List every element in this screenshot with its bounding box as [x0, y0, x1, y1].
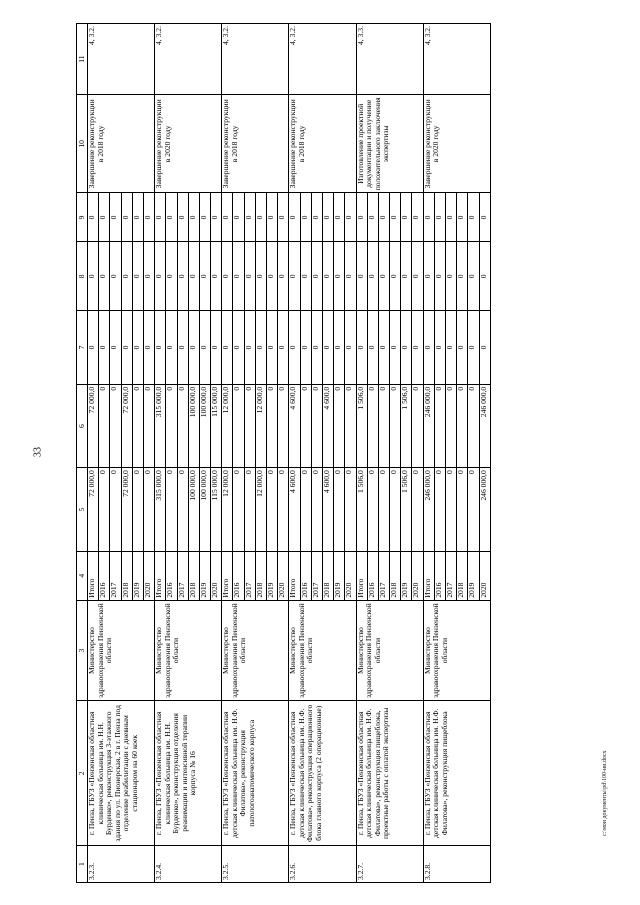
item-executor: Министерство здравоохранения Пензенской области — [88, 600, 155, 701]
amount-col9-cell: 0 — [278, 193, 289, 242]
amount-col8-cell: 0 — [267, 242, 278, 311]
period-cell: 2018 — [188, 551, 199, 600]
period-cell: 2019 — [334, 551, 345, 600]
amount-col9-cell: 0 — [457, 193, 468, 242]
amount-col8-cell: 0 — [88, 242, 99, 311]
amount-regional-cell: 0 — [334, 384, 345, 467]
amount-total-cell: 100 000,0 — [199, 468, 210, 551]
table-row — [423, 24, 434, 883]
period-cell: 2020 — [278, 551, 289, 600]
amount-total-cell: 0 — [278, 468, 289, 551]
amount-col7-cell: 0 — [423, 311, 434, 385]
indicator-ref: 4, 3.2. — [222, 24, 289, 95]
item-executor: Министерство здравоохранения Пензенской области — [289, 600, 356, 701]
column-number-header: 4 — [77, 551, 88, 600]
amount-col7-cell: 0 — [311, 311, 322, 385]
table-row — [155, 24, 166, 883]
amount-total-cell: 0 — [378, 468, 389, 551]
table-row — [88, 24, 99, 883]
period-cell: Итого — [155, 551, 166, 600]
amount-col7-cell: 0 — [412, 311, 423, 385]
rotated-table-sheet — [76, 23, 596, 883]
period-cell: 2020 — [143, 551, 154, 600]
amount-regional-cell: 1 506,0 — [356, 384, 367, 467]
amount-regional-cell: 315 000,0 — [155, 384, 166, 467]
amount-col8-cell: 0 — [99, 242, 110, 311]
amount-col8-cell: 0 — [132, 242, 143, 311]
item-name: г. Пенза, ГБУЗ «Пензенская областная клиническая больница им. Н.Н. Бурденко», реконструкция 3-этажного здания по ул. Пионерская, 2 в г. Пенза под отделение реабилитации с дневным стационаром на 60 коек — [88, 701, 155, 846]
amount-col9-cell: 0 — [255, 193, 266, 242]
amount-regional-cell: 0 — [311, 384, 322, 467]
amount-col9-cell: 0 — [222, 193, 233, 242]
amount-col9-cell: 0 — [143, 193, 154, 242]
amount-total-cell: 0 — [311, 468, 322, 551]
amount-col9-cell: 0 — [401, 193, 412, 242]
amount-col8-cell: 0 — [412, 242, 423, 311]
amount-col8-cell: 0 — [211, 242, 222, 311]
amount-col8-cell: 0 — [222, 242, 233, 311]
amount-regional-cell: 100 000,0 — [188, 384, 199, 467]
amount-col7-cell: 0 — [446, 311, 457, 385]
amount-col9-cell: 0 — [479, 193, 490, 242]
amount-col9-cell: 0 — [110, 193, 121, 242]
amount-col8-cell: 0 — [311, 242, 322, 311]
amount-total-cell: 4 600,0 — [289, 468, 300, 551]
expected-result: Изготовление проектной документации и получение положительного заключения экспертизы — [356, 95, 423, 193]
amount-col7-cell: 0 — [155, 311, 166, 385]
amount-col7-cell: 0 — [211, 311, 222, 385]
amount-total-cell: 72 000,0 — [121, 468, 132, 551]
amount-col9-cell: 0 — [244, 193, 255, 242]
amount-col9-cell: 0 — [434, 193, 445, 242]
column-number-header: 1 — [77, 846, 88, 883]
amount-regional-cell: 246 000,0 — [479, 384, 490, 467]
item-executor: Министерство здравоохранения Пензенской области — [423, 600, 490, 701]
amount-regional-cell: 4 600,0 — [322, 384, 333, 467]
amount-col8-cell: 0 — [390, 242, 401, 311]
amount-col9-cell: 0 — [166, 193, 177, 242]
amount-regional-cell: 0 — [378, 384, 389, 467]
amount-col9-cell: 0 — [367, 193, 378, 242]
amount-total-cell: 0 — [434, 468, 445, 551]
amount-col8-cell: 0 — [155, 242, 166, 311]
amount-col9-cell: 0 — [177, 193, 188, 242]
period-cell: 2017 — [378, 551, 389, 600]
program-table — [76, 23, 491, 883]
amount-col7-cell: 0 — [345, 311, 356, 385]
amount-col9-cell: 0 — [88, 193, 99, 242]
amount-total-cell: 0 — [267, 468, 278, 551]
amount-col8-cell: 0 — [166, 242, 177, 311]
amount-col7-cell: 0 — [401, 311, 412, 385]
column-number-header: 10 — [77, 95, 88, 193]
amount-regional-cell: 0 — [233, 384, 244, 467]
amount-col9-cell: 0 — [289, 193, 300, 242]
amount-col8-cell: 0 — [121, 242, 132, 311]
amount-regional-cell: 246 000,0 — [423, 384, 434, 467]
period-cell: 2016 — [233, 551, 244, 600]
amount-col9-cell: 0 — [423, 193, 434, 242]
amount-regional-cell: 0 — [110, 384, 121, 467]
amount-col9-cell: 0 — [446, 193, 457, 242]
item-code: 3.2.8. — [423, 846, 490, 883]
amount-regional-cell: 0 — [390, 384, 401, 467]
amount-regional-cell: 0 — [99, 384, 110, 467]
amount-regional-cell: 0 — [468, 384, 479, 467]
table-row — [289, 24, 300, 883]
amount-col8-cell: 0 — [255, 242, 266, 311]
expected-result: Завершение реконструкции в 2018 году — [289, 95, 356, 193]
amount-total-cell: 4 600,0 — [322, 468, 333, 551]
period-cell: 2016 — [166, 551, 177, 600]
amount-col9-cell: 0 — [322, 193, 333, 242]
amount-regional-cell: 1 506,0 — [401, 384, 412, 467]
amount-total-cell: 315 000,0 — [155, 468, 166, 551]
amount-col9-cell: 0 — [267, 193, 278, 242]
amount-col7-cell: 0 — [121, 311, 132, 385]
amount-col8-cell: 0 — [446, 242, 457, 311]
amount-col8-cell: 0 — [457, 242, 468, 311]
amount-total-cell: 0 — [367, 468, 378, 551]
amount-col7-cell: 0 — [244, 311, 255, 385]
period-cell: 2018 — [457, 551, 468, 600]
indicator-ref: 4, 3.2. — [155, 24, 222, 95]
amount-regional-cell: 0 — [278, 384, 289, 467]
amount-col8-cell: 0 — [378, 242, 389, 311]
amount-col8-cell: 0 — [479, 242, 490, 311]
amount-col8-cell: 0 — [334, 242, 345, 311]
period-cell: 2017 — [177, 551, 188, 600]
item-code: 3.2.4. — [155, 846, 222, 883]
amount-col8-cell: 0 — [434, 242, 445, 311]
period-cell: 2018 — [255, 551, 266, 600]
table-row — [222, 24, 233, 883]
amount-regional-cell: 0 — [434, 384, 445, 467]
item-name: г. Пенза, ГБУЗ «Пензенская областная детская клиническая больница им. Н.Ф. Филатова», реконструкция патологоанатомического корпуса — [222, 701, 289, 846]
amount-regional-cell: 72 000,0 — [121, 384, 132, 467]
amount-total-cell: 1 506,0 — [356, 468, 367, 551]
amount-col7-cell: 0 — [278, 311, 289, 385]
amount-col8-cell: 0 — [244, 242, 255, 311]
period-cell: 2017 — [110, 551, 121, 600]
expected-result: Завершение реконструкции в 2018 году — [88, 95, 155, 193]
amount-col8-cell: 0 — [278, 242, 289, 311]
amount-col9-cell: 0 — [468, 193, 479, 242]
amount-total-cell: 0 — [446, 468, 457, 551]
amount-col9-cell: 0 — [412, 193, 423, 242]
amount-col7-cell: 0 — [188, 311, 199, 385]
amount-total-cell: 0 — [345, 468, 356, 551]
period-cell: 2019 — [132, 551, 143, 600]
item-executor: Министерство здравоохранения Пензенской области — [356, 600, 423, 701]
amount-col7-cell: 0 — [110, 311, 121, 385]
amount-regional-cell: 0 — [132, 384, 143, 467]
amount-col8-cell: 0 — [367, 242, 378, 311]
amount-regional-cell: 0 — [244, 384, 255, 467]
amount-col7-cell: 0 — [378, 311, 389, 385]
amount-regional-cell: 0 — [177, 384, 188, 467]
amount-col8-cell: 0 — [233, 242, 244, 311]
amount-regional-cell: 12 000,0 — [222, 384, 233, 467]
amount-col9-cell: 0 — [356, 193, 367, 242]
amount-col9-cell: 0 — [345, 193, 356, 242]
amount-col7-cell: 0 — [99, 311, 110, 385]
amount-col9-cell: 0 — [211, 193, 222, 242]
amount-total-cell: 100 000,0 — [188, 468, 199, 551]
period-cell: 2018 — [390, 551, 401, 600]
amount-col7-cell: 0 — [199, 311, 210, 385]
amount-col9-cell: 0 — [300, 193, 311, 242]
amount-regional-cell: 0 — [457, 384, 468, 467]
amount-col8-cell: 0 — [289, 242, 300, 311]
amount-col8-cell: 0 — [199, 242, 210, 311]
table-body — [88, 24, 491, 883]
amount-total-cell: 0 — [143, 468, 154, 551]
amount-regional-cell: 115 000,0 — [211, 384, 222, 467]
amount-col8-cell: 0 — [468, 242, 479, 311]
item-name: г. Пенза, ГБУЗ «Пензенская областная детская клиническая больница им. Н.Ф. Филатова», реконструкция операционного блока главного корпуса (2 операционные) — [289, 701, 356, 846]
amount-col7-cell: 0 — [132, 311, 143, 385]
amount-total-cell: 246 000,0 — [423, 468, 434, 551]
column-number-header: 9 — [77, 193, 88, 242]
period-cell: Итого — [289, 551, 300, 600]
amount-col7-cell: 0 — [143, 311, 154, 385]
amount-col9-cell: 0 — [188, 193, 199, 242]
amount-total-cell: 115 000,0 — [211, 468, 222, 551]
amount-total-cell: 246 000,0 — [479, 468, 490, 551]
amount-col7-cell: 0 — [468, 311, 479, 385]
amount-col7-cell: 0 — [177, 311, 188, 385]
period-cell: 2020 — [211, 551, 222, 600]
period-cell: 2019 — [468, 551, 479, 600]
amount-col7-cell: 0 — [222, 311, 233, 385]
amount-regional-cell: 0 — [267, 384, 278, 467]
amount-total-cell: 0 — [468, 468, 479, 551]
amount-regional-cell: 0 — [446, 384, 457, 467]
amount-col7-cell: 0 — [367, 311, 378, 385]
item-code: 3.2.3. — [88, 846, 155, 883]
amount-col7-cell: 0 — [166, 311, 177, 385]
period-cell: 2016 — [367, 551, 378, 600]
amount-col8-cell: 0 — [110, 242, 121, 311]
amount-total-cell: 12 000,0 — [255, 468, 266, 551]
column-number-header: 5 — [77, 468, 88, 551]
amount-total-cell: 0 — [132, 468, 143, 551]
amount-col9-cell: 0 — [390, 193, 401, 242]
file-path-footer: c:\мои документы\pd\100-ии.docx — [602, 750, 608, 836]
table-row — [356, 24, 367, 883]
period-cell: 2017 — [244, 551, 255, 600]
amount-col9-cell: 0 — [121, 193, 132, 242]
item-code: 3.2.7. — [356, 846, 423, 883]
period-cell: Итого — [88, 551, 99, 600]
amount-col9-cell: 0 — [334, 193, 345, 242]
amount-total-cell: 0 — [233, 468, 244, 551]
amount-col9-cell: 0 — [132, 193, 143, 242]
amount-col7-cell: 0 — [434, 311, 445, 385]
amount-regional-cell: 0 — [412, 384, 423, 467]
period-cell: 2017 — [446, 551, 457, 600]
amount-col9-cell: 0 — [378, 193, 389, 242]
period-cell: 2016 — [300, 551, 311, 600]
item-code: 3.2.5. — [222, 846, 289, 883]
amount-col8-cell: 0 — [143, 242, 154, 311]
amount-col7-cell: 0 — [457, 311, 468, 385]
item-name: г. Пенза, ГБУЗ «Пензенская областная клиническая больница им. Н.Н. Бурденко», реконструкция отделения реанимации и интенсивной терапии корпуса № 16 — [155, 701, 222, 846]
period-cell: 2016 — [99, 551, 110, 600]
period-cell: 2017 — [311, 551, 322, 600]
amount-total-cell: 0 — [390, 468, 401, 551]
amount-col9-cell: 0 — [233, 193, 244, 242]
amount-col8-cell: 0 — [300, 242, 311, 311]
item-code: 3.2.6. — [289, 846, 356, 883]
column-number-header: 7 — [77, 311, 88, 385]
column-number-row — [77, 24, 88, 883]
item-name: г. Пенза, ГБУЗ «Пензенская областная детская клиническая больница им. Н.Ф. Филатова», реконструкция пищеблока — [423, 701, 490, 846]
amount-col8-cell: 0 — [345, 242, 356, 311]
expected-result: Завершение реконструкции в 2018 году — [222, 95, 289, 193]
amount-regional-cell: 12 000,0 — [255, 384, 266, 467]
indicator-ref: 4, 3.2. — [289, 24, 356, 95]
amount-regional-cell: 0 — [143, 384, 154, 467]
item-executor: Министерство здравоохранения Пензенской области — [222, 600, 289, 701]
amount-col9-cell: 0 — [155, 193, 166, 242]
column-number-header: 2 — [77, 701, 88, 846]
amount-total-cell: 72 000,0 — [88, 468, 99, 551]
period-cell: 2020 — [345, 551, 356, 600]
amount-regional-cell: 4 600,0 — [289, 384, 300, 467]
amount-total-cell: 0 — [166, 468, 177, 551]
period-cell: 2019 — [267, 551, 278, 600]
amount-total-cell: 0 — [457, 468, 468, 551]
period-cell: 2018 — [121, 551, 132, 600]
amount-col7-cell: 0 — [88, 311, 99, 385]
period-cell: 2019 — [401, 551, 412, 600]
amount-regional-cell: 0 — [367, 384, 378, 467]
item-executor: Министерство здравоохранения Пензенской области — [155, 600, 222, 701]
amount-total-cell: 0 — [244, 468, 255, 551]
amount-col8-cell: 0 — [177, 242, 188, 311]
amount-total-cell: 0 — [177, 468, 188, 551]
period-cell: 2016 — [434, 551, 445, 600]
period-cell: 2020 — [412, 551, 423, 600]
amount-regional-cell: 100 000,0 — [199, 384, 210, 467]
amount-regional-cell: 0 — [300, 384, 311, 467]
amount-total-cell: 0 — [110, 468, 121, 551]
period-cell: Итого — [356, 551, 367, 600]
column-number-header: 6 — [77, 384, 88, 467]
amount-col8-cell: 0 — [188, 242, 199, 311]
amount-col9-cell: 0 — [311, 193, 322, 242]
amount-col7-cell: 0 — [390, 311, 401, 385]
indicator-ref: 4, 3.2. — [423, 24, 490, 95]
expected-result: Завершение реконструкции в 2020 году — [155, 95, 222, 193]
amount-col8-cell: 0 — [423, 242, 434, 311]
amount-col8-cell: 0 — [401, 242, 412, 311]
amount-col7-cell: 0 — [300, 311, 311, 385]
period-cell: Итого — [423, 551, 434, 600]
amount-regional-cell: 0 — [166, 384, 177, 467]
item-name: г. Пенза, ГБУЗ «Пензенская областная детская клиническая больница им. Н.Ф. Филатова», реконструкция пищеблока, проектные работы с оплатой экспертизы — [356, 701, 423, 846]
column-number-header: 8 — [77, 242, 88, 311]
period-cell: 2020 — [479, 551, 490, 600]
amount-col7-cell: 0 — [255, 311, 266, 385]
amount-total-cell: 0 — [334, 468, 345, 551]
amount-col7-cell: 0 — [479, 311, 490, 385]
amount-col7-cell: 0 — [322, 311, 333, 385]
period-cell: 2019 — [199, 551, 210, 600]
amount-regional-cell: 0 — [345, 384, 356, 467]
amount-total-cell: 1 506,0 — [401, 468, 412, 551]
indicator-ref: 4, 3.2. — [88, 24, 155, 95]
period-cell: Итого — [222, 551, 233, 600]
amount-col7-cell: 0 — [356, 311, 367, 385]
column-number-header: 3 — [77, 600, 88, 701]
amount-col7-cell: 0 — [334, 311, 345, 385]
amount-total-cell: 0 — [300, 468, 311, 551]
amount-total-cell: 0 — [99, 468, 110, 551]
amount-col9-cell: 0 — [99, 193, 110, 242]
period-cell: 2018 — [322, 551, 333, 600]
expected-result: Завершение реконструкции в 2020 году — [423, 95, 490, 193]
amount-col7-cell: 0 — [267, 311, 278, 385]
amount-regional-cell: 72 000,0 — [88, 384, 99, 467]
amount-col8-cell: 0 — [322, 242, 333, 311]
amount-col9-cell: 0 — [199, 193, 210, 242]
column-number-header: 11 — [77, 24, 88, 95]
indicator-ref: 4, 3.3. — [356, 24, 423, 95]
amount-total-cell: 0 — [412, 468, 423, 551]
amount-total-cell: 12 000,0 — [222, 468, 233, 551]
amount-col8-cell: 0 — [356, 242, 367, 311]
page-number: 33 — [32, 447, 44, 457]
amount-col7-cell: 0 — [233, 311, 244, 385]
amount-col7-cell: 0 — [289, 311, 300, 385]
